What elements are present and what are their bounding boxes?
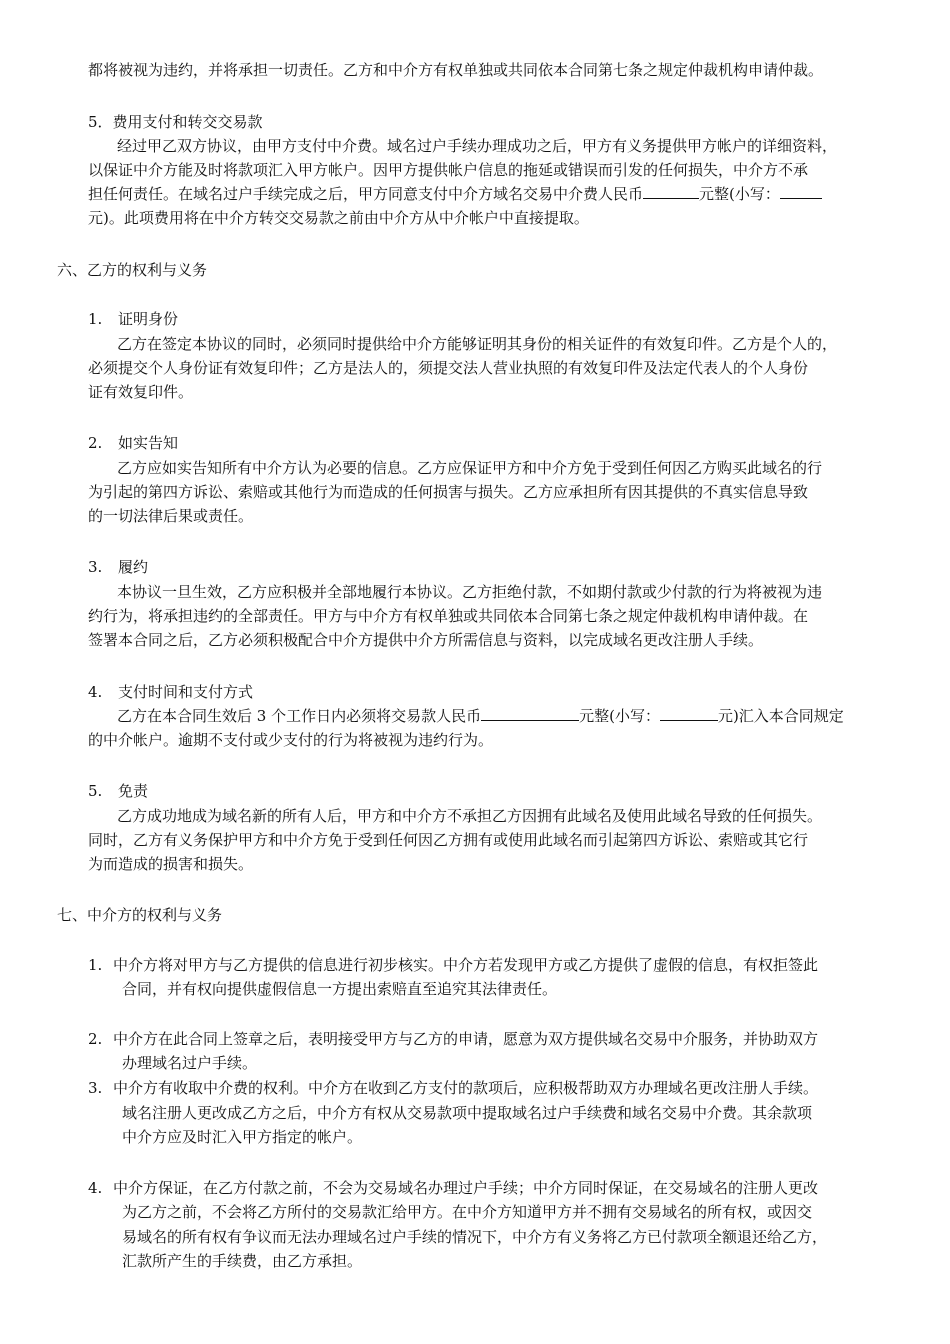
- subsection-heading: 履约: [118, 558, 149, 576]
- list-number: 1.: [88, 310, 103, 328]
- text-line: 为引起的第四方诉讼、索赔或其他行为而造成的任何损害与损失。乙方应承担所有因其提供的不真实信息导致: [88, 483, 809, 501]
- text-line: 的一切法律后果或责任。: [88, 507, 254, 525]
- text-line: 中介方将对甲方与乙方提供的信息进行初步核实。中介方若发现甲方或乙方提供了虚假的信息，有权拒签此: [113, 956, 819, 974]
- text-line: 必须提交个人身份证有效复印件；乙方是法人的，须提交法人营业执照的有效复印件及法定代表人的个人身份: [88, 359, 809, 377]
- text-line: 元)。此项费用将在中介方转交交易款之前由中介方从中介帐户中直接提取。: [88, 209, 589, 227]
- text-segment: 元)汇入本合同规定: [717, 707, 844, 725]
- text-line: 中介方有收取中介费的权利。中介方在收到乙方支付的款项后，应积极帮助双方办理域名更改注册人手续。: [113, 1079, 819, 1097]
- text-line: 都将被视为违约，并将承担一切责任。乙方和中介方有权单独或共同依本合同第七条之规定仲裁机构申请仲裁。: [88, 61, 824, 79]
- text-line: 汇款所产生的手续费，由乙方承担。: [122, 1252, 363, 1270]
- text-segment: 乙方在本合同生效后 3 个工作日内必须将交易款人民币: [117, 707, 482, 725]
- list-number: 5.: [88, 782, 103, 800]
- text-line: 的中介帐户。逾期不支付或少支付的行为将被视为违约行为。: [88, 731, 494, 749]
- blank-field: [481, 704, 579, 721]
- list-number: 3.: [88, 558, 103, 576]
- text-line: 乙方在签定本协议的同时，必须同时提供给中介方能够证明其身份的相关证件的有效复印件。乙方是个人的，: [117, 335, 838, 353]
- subsection-heading: 证明身份: [118, 310, 179, 328]
- list-number: 4.: [88, 1179, 103, 1197]
- list-number: 2.: [88, 434, 103, 452]
- list-number: 1.: [88, 956, 103, 974]
- text-line: 中介方应及时汇入甲方指定的帐户。: [122, 1128, 363, 1146]
- subsection-heading: 如实告知: [118, 434, 179, 452]
- text-line: 本协议一旦生效，乙方应积极并全部地履行本协议。乙方拒绝付款，不如期付款或少付款的行为将被视为违: [117, 583, 823, 601]
- text-line: 为乙方之前，不会将乙方所付的交易款汇给甲方。在中介方知道甲方并不拥有交易域名的所有权，或因交: [122, 1203, 813, 1221]
- text-line: 为而造成的损害和损失。: [88, 855, 254, 873]
- text-segment: 担任何责任。在域名过户手续完成之后，甲方同意支付中介方域名交易中介费人民币: [88, 185, 644, 203]
- list-number: 4.: [88, 683, 103, 701]
- text-line: 乙方成功地成为域名新的所有人后，甲方和中介方不承担乙方因拥有此域名及使用此域名导致的任何损失。: [117, 807, 823, 825]
- section-heading: 七、中介方的权利与义务: [57, 906, 223, 924]
- text-line: 证有效复印件。: [88, 383, 194, 401]
- text-line: [88, 182, 822, 206]
- text-line: 中介方在此合同上签章之后，表明接受甲方与乙方的申请，愿意为双方提供域名交易中介服务，并协助双方: [113, 1030, 819, 1048]
- blank-field: [780, 182, 822, 199]
- text-line: 经过甲乙双方协议，由甲方支付中介费。域名过户手续办理成功之后，甲方有义务提供甲方帐户的详细资料，: [117, 137, 838, 155]
- subsection-heading: 5．费用支付和转交交易款: [88, 113, 263, 131]
- text-line: 办理域名过户手续。: [122, 1054, 258, 1072]
- list-number: 3.: [88, 1079, 103, 1097]
- text-segment: 元整(小写：: [579, 707, 660, 725]
- text-line: 中介方保证，在乙方付款之前，不会为交易域名办理过户手续；中介方同时保证，在交易域名的注册人更改: [113, 1179, 819, 1197]
- text-line: 以保证中介方能及时将款项汇入甲方帐户。因甲方提供帐户信息的拖延或错误而引发的任何损失，中介方不承: [88, 161, 809, 179]
- text-line: 乙方应如实告知所有中介方认为必要的信息。乙方应保证甲方和中介方免于受到任何因乙方购买此域名的行: [117, 459, 823, 477]
- text-line: [117, 704, 844, 728]
- section-heading: 六、乙方的权利与义务: [57, 261, 208, 279]
- text-line: 签署本合同之后，乙方必须积极配合中介方提供中介方所需信息与资料，以完成域名更改注册人手续。: [88, 631, 764, 649]
- subsection-heading: 支付时间和支付方式: [118, 683, 254, 701]
- text-line: 易域名的所有权有争议而无法办理域名过户手续的情况下，中介方有义务将乙方已付款项全额退还给乙方，: [122, 1228, 828, 1246]
- text-line: 域名注册人更改成乙方之后，中介方有权从交易款项中提取域名过户手续费和域名交易中介费。其余款项: [122, 1104, 813, 1122]
- text-segment: 元整(小写：: [699, 185, 780, 203]
- list-number: 2.: [88, 1030, 103, 1048]
- blank-field: [660, 704, 718, 721]
- text-line: 同时，乙方有义务保护甲方和中介方免于受到任何因乙方拥有或使用此域名而引起第四方诉讼、索赔或其它行: [88, 831, 809, 849]
- text-line: 约行为，将承担违约的全部责任。甲方与中介方有权单独或共同依本合同第七条之规定仲裁机构申请仲裁。在: [88, 607, 809, 625]
- blank-field: [643, 182, 699, 199]
- text-line: 合同，并有权向提供虚假信息一方提出索赔直至追究其法律责任。: [122, 980, 558, 998]
- subsection-heading: 免责: [118, 782, 149, 800]
